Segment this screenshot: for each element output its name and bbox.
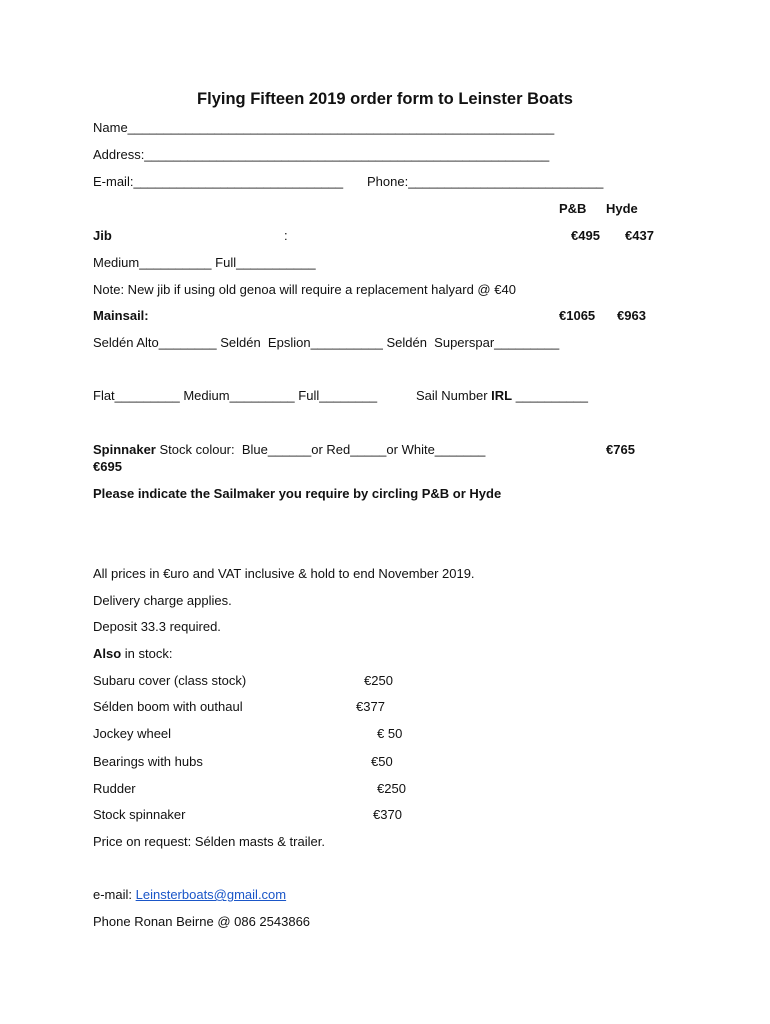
mainsail-price-pb: €1065 bbox=[559, 308, 596, 323]
spinnaker-label: Spinnaker bbox=[93, 442, 156, 457]
jib-colon: : bbox=[284, 228, 288, 243]
sail-number-prefix: IRL bbox=[491, 388, 513, 403]
spinnaker-line[interactable] bbox=[93, 442, 485, 458]
name-field[interactable]: Name___________________________________________________________ bbox=[93, 120, 555, 135]
sail-number-field[interactable] bbox=[416, 388, 588, 404]
terms-line: Delivery charge applies. bbox=[93, 593, 232, 608]
sail-number-label: Sail Number bbox=[416, 388, 492, 403]
address-field[interactable]: Address:________________________________________________________ bbox=[93, 147, 550, 162]
mainsail-mast-options[interactable]: Seldén Alto________ Seldén Epslion__________ Seldén Superspar_________ bbox=[93, 335, 560, 350]
contact-email-line bbox=[93, 887, 286, 903]
stock-heading-bold: Also bbox=[93, 646, 122, 661]
stock-item-price: €250 bbox=[377, 781, 406, 796]
terms-line: Deposit 33.3 required. bbox=[93, 619, 221, 634]
pb-column-header: P&B bbox=[559, 201, 587, 216]
mainsail-cut-options[interactable]: Flat_________ Medium_________ Full________ bbox=[93, 388, 378, 403]
stock-item-name: Rudder bbox=[93, 781, 136, 796]
contact-phone: Phone Ronan Beirne @ 086 2543866 bbox=[93, 914, 311, 929]
mainsail-price-hyde: €963 bbox=[617, 308, 646, 323]
jib-label: Jib bbox=[93, 228, 112, 243]
page-title: Flying Fifteen 2019 order form to Leinster Boats bbox=[197, 90, 573, 108]
stock-heading-rest: in stock: bbox=[121, 646, 173, 661]
sail-number-blank: __________ bbox=[512, 388, 589, 403]
stock-item-price: €250 bbox=[364, 673, 393, 688]
stock-item-price: €50 bbox=[371, 754, 393, 769]
stock-item-price: €370 bbox=[373, 807, 402, 822]
spinnaker-price-hyde: €695 bbox=[93, 459, 122, 474]
phone-field[interactable]: Phone:___________________________ bbox=[367, 174, 604, 189]
stock-heading bbox=[93, 646, 172, 662]
hyde-column-header: Hyde bbox=[606, 201, 638, 216]
spinnaker-colour-options: Stock colour: Blue______or Red_____or White_______ bbox=[155, 442, 486, 457]
email-label: e-mail: bbox=[93, 887, 136, 902]
jib-cut-options[interactable]: Medium__________ Full___________ bbox=[93, 255, 316, 270]
jib-halyard-note: Note: New jib if using old genoa will require a replacement halyard @ €40 bbox=[93, 282, 516, 297]
sailmaker-instruction: Please indicate the Sailmaker you require by circling P&B or Hyde bbox=[93, 486, 502, 501]
stock-item-name: Bearings with hubs bbox=[93, 754, 203, 769]
stock-item-price: € 50 bbox=[377, 726, 403, 741]
spinnaker-price-pb: €765 bbox=[606, 442, 635, 457]
email-field[interactable]: E-mail:_____________________________ bbox=[93, 174, 344, 189]
stock-item-price: €377 bbox=[356, 699, 385, 714]
stock-item-name: Stock spinnaker bbox=[93, 807, 186, 822]
email-link[interactable]: Leinsterboats@gmail.com bbox=[135, 887, 287, 902]
stock-item-name: Sélden boom with outhaul bbox=[93, 699, 243, 714]
stock-item-name: Subaru cover (class stock) bbox=[93, 673, 247, 688]
jib-price-hyde: €437 bbox=[625, 228, 654, 243]
mainsail-label: Mainsail: bbox=[93, 308, 149, 323]
stock-item-name: Jockey wheel bbox=[93, 726, 172, 741]
terms-line: All prices in €uro and VAT inclusive & hold to end November 2019. bbox=[93, 566, 475, 581]
price-on-request: Price on request: Sélden masts & trailer. bbox=[93, 834, 325, 849]
jib-price-pb: €495 bbox=[571, 228, 600, 243]
